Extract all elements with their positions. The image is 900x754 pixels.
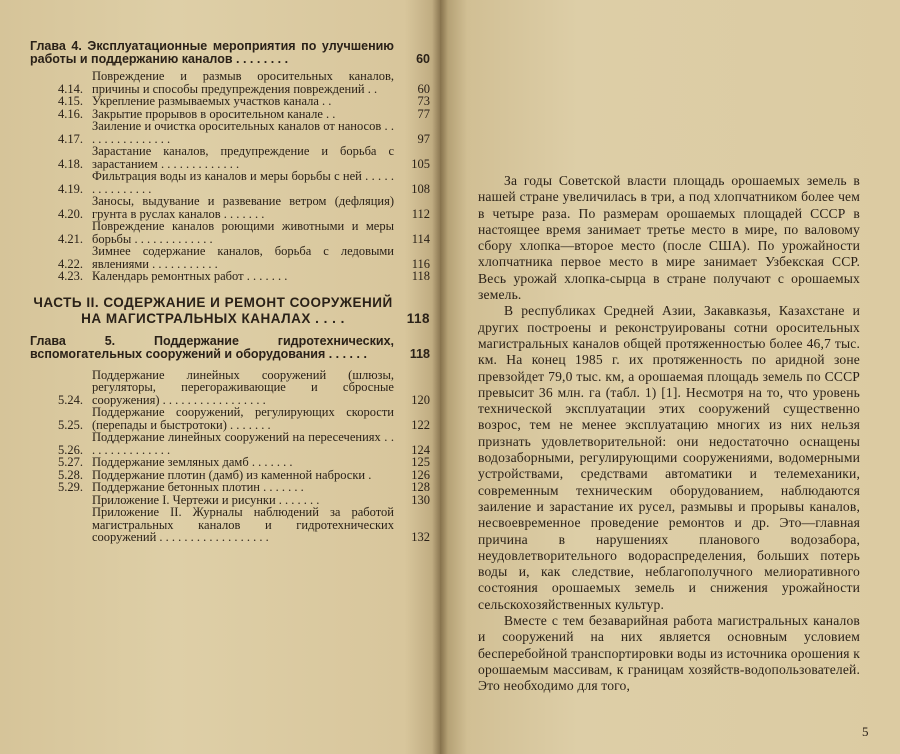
toc-entry [30,195,432,220]
toc-entry-number: 4.16. [58,106,83,121]
toc-entry-title: Календарь ремонтных работ . . . . . . . [92,269,288,283]
toc-entry-number: 4.23. [58,269,83,283]
toc-entry-page: 128 [411,480,430,494]
toc-entry-title: Поддержание плотин (дамб) из каменной наброски . [92,467,372,482]
toc-entry-title: Поддержание земляных дамб . . . . . . . [92,455,293,469]
toc-entry-title: Заносы, выдувание и развевание ветром (дефляция) грунта в руслах каналов . . . . . . . [92,194,394,221]
toc-entry-number: 5.26. [58,442,83,457]
toc-entry-title: Глава 4. Эксплуатационные мероприятия по улучшению работы и поддержанию каналов . . . . . . . . [30,39,394,66]
toc-entry-page: 97 [417,131,430,146]
toc-entry [30,270,432,283]
toc-entry [30,220,432,245]
toc-entry-page: 124 [411,442,430,457]
toc-entry-title: Укрепление размываемых участков канала . . [92,94,332,108]
toc-entry-page: 125 [411,455,430,469]
toc-entry-title: Поддержание сооружений, регулирующих скорости (перепады и быстротоки) . . . . . . . [92,405,394,432]
toc-entry-page: 118 [411,269,430,283]
toc-entry-title: Повреждение и размыв оросительных каналов, причины и способы предупреждения повреждений . . [92,69,394,96]
toc-entry [30,506,432,544]
toc-entry-page: 114 [411,231,430,246]
toc-entry [30,170,432,195]
toc-entry-page: 130 [411,492,430,507]
toc-entry-page: 126 [411,467,430,482]
toc-entry-page: 122 [411,417,430,432]
toc-entry-title: Повреждение каналов роющими животными и меры борьбы . . . . . . . . . . . . . [92,219,394,246]
toc-entry-number: 4.20. [58,206,83,221]
toc-entry-title: Зимнее содержание каналов, борьба с ледовыми явлениями . . . . . . . . . . . [92,244,394,271]
toc-entry-page: 60 [416,52,430,66]
toc-entry [30,70,432,95]
toc-entry [30,245,432,270]
paragraph-1: За годы Советской власти площадь орошаемых земель в нашей стране увеличилась в три, а под хлопчатником более чем в четыре раза. По размерам орошаемых площадей СССР в настоящее время занимает третье место в мире, по валовому сбору хлопка—второе место (после США). По урожайности хлопчатника первое место в мире занимает Узбекская ССР. Весь урожай хлопка-сырца в стране получают с орошаемых земель. [478,173,860,303]
toc-entry-number: 4.14. [58,81,83,96]
book-gutter [432,0,448,754]
toc-entry-page: 120 [411,392,430,407]
toc-entry-title: Приложение I. Чертежи и рисунки . . . . . . . [92,492,320,507]
toc-entry-title: Закрытие прорывов в оросительном канале . . [92,106,336,121]
toc-entry-number: 4.18. [58,156,83,171]
toc-entry-page: 108 [411,181,430,196]
toc-entry [30,95,432,108]
toc-entry-page: 60 [417,81,430,96]
toc-entry-number: 5.28. [58,467,83,482]
toc-entry-number: 4.15. [58,94,83,108]
paragraph-2: В республиках Средней Азии, Закавказья, Казахстане и других построены и реконструированы сотни оросительных магистральных каналов общей протяженностью более 46,7 тыс. км. На конец 1985 г. их протяженность по аридной зоне превзойдет 79,0 тыс. км, а орошаемая площадь земель по СССР превысит 36 млн. га (табл. 1) [1]. Несмотря на то, что уровень технической эксплуатации этих сооружений существенно возрос, тем не менее эксплуатацию многих из них нельзя признать удовлетворительной: они недостаточно оснащены водозаборными, регулирующими сооружениями, водомерными устройствами, средствами автоматики и телемеханики, современным техническим оборудованием, наблюдаются заиление и зарастание их русел, размывы и прорывы каналов, несвоевременное проведение ремонтов и др. Это—главная причина в нарушениях планового водозабора, неудовлетворительного водораспределения, больших потерь воды и, как следствие, неблагополучного мелиоративного состояния орошаемых земель и снижения урожайности сельскохозяйственных культур. [478,303,860,612]
toc-entry-number: 5.29. [58,480,83,494]
toc-entry-page: 118 [409,346,430,361]
toc-chapter [30,335,432,361]
toc-entry-title: Глава 5. Поддержание гидротехнических, вспомогательных сооружений и оборудования . . . . . . [30,333,394,361]
toc-entry [30,120,432,145]
toc-entry-page: 118 [406,310,430,326]
toc-entry-page: 116 [411,256,430,271]
toc-spacer [30,283,432,295]
toc-entry-title: Поддержание бетонных плотин . . . . . . . [92,480,304,494]
toc-entry-page: 77 [417,106,430,121]
toc-entry [30,456,432,469]
toc-entry-title: Поддержание линейных сооружений на пересечениях . . . . . . . . . . . . . . . [92,430,394,457]
toc-entry [30,145,432,170]
toc-entry [30,406,432,431]
toc-entry-number: 4.17. [58,131,83,146]
toc-entry [30,481,432,494]
toc-entry-page: 105 [411,156,430,171]
toc-entry-title: Заиление и очистка оросительных каналов от наносов . . . . . . . . . . . . . . . [92,119,394,146]
toc-entry-title: Фильтрация воды из каналов и меры борьбы с ней . . . . . . . . . . . . . . . [92,169,394,196]
main-text [478,173,860,695]
toc-entry-number: 5.25. [58,417,83,432]
toc-entry-title: Приложение II. Журналы наблюдений за работой магистральных каналов и гидротехнических сооружений . . . . . . . . . . . . . . . . . . [92,505,394,544]
toc-chapter [30,40,432,66]
toc-entry-number: 4.19. [58,181,83,196]
toc-entry-page: 73 [417,94,430,108]
paragraph-3: Вместе с тем безаварийная работа магистральных каналов и сооружений на них является основным условием бесперебойной транспортировки воды из источника орошения к орошаемым массивам, к границам хозяйств-водопользователей. Это необходимо для того, [478,613,860,694]
toc-entry-title: Поддержание линейных сооружений (шлюзы, регуляторы, перегораживающие и сбросные сооружения) . . . . . . . . . . . . . . . . . [92,367,394,407]
toc-entry-title: Зарастание каналов, предупреждение и борьба с зарастанием . . . . . . . . . . . . . [92,144,394,171]
toc-entry-page: 132 [411,530,430,544]
table-of-contents [30,40,432,544]
page-number: 5 [862,724,869,739]
toc-entry [30,369,432,407]
toc-entry-number: 5.27. [58,455,83,469]
toc-entry-number: 4.22. [58,256,83,271]
toc-part [30,295,432,327]
toc-entry-title: ЧАСТЬ II. СОДЕРЖАНИЕ И РЕМОНТ СООРУЖЕНИЙ НА МАГИСТРАЛЬНЫХ КАНАЛАХ . . . . [33,294,393,326]
toc-entry-number: 4.21. [58,231,83,246]
toc-entry [30,431,432,456]
toc-entry-number: 5.24. [58,392,83,407]
toc-entry-page: 112 [411,206,430,221]
